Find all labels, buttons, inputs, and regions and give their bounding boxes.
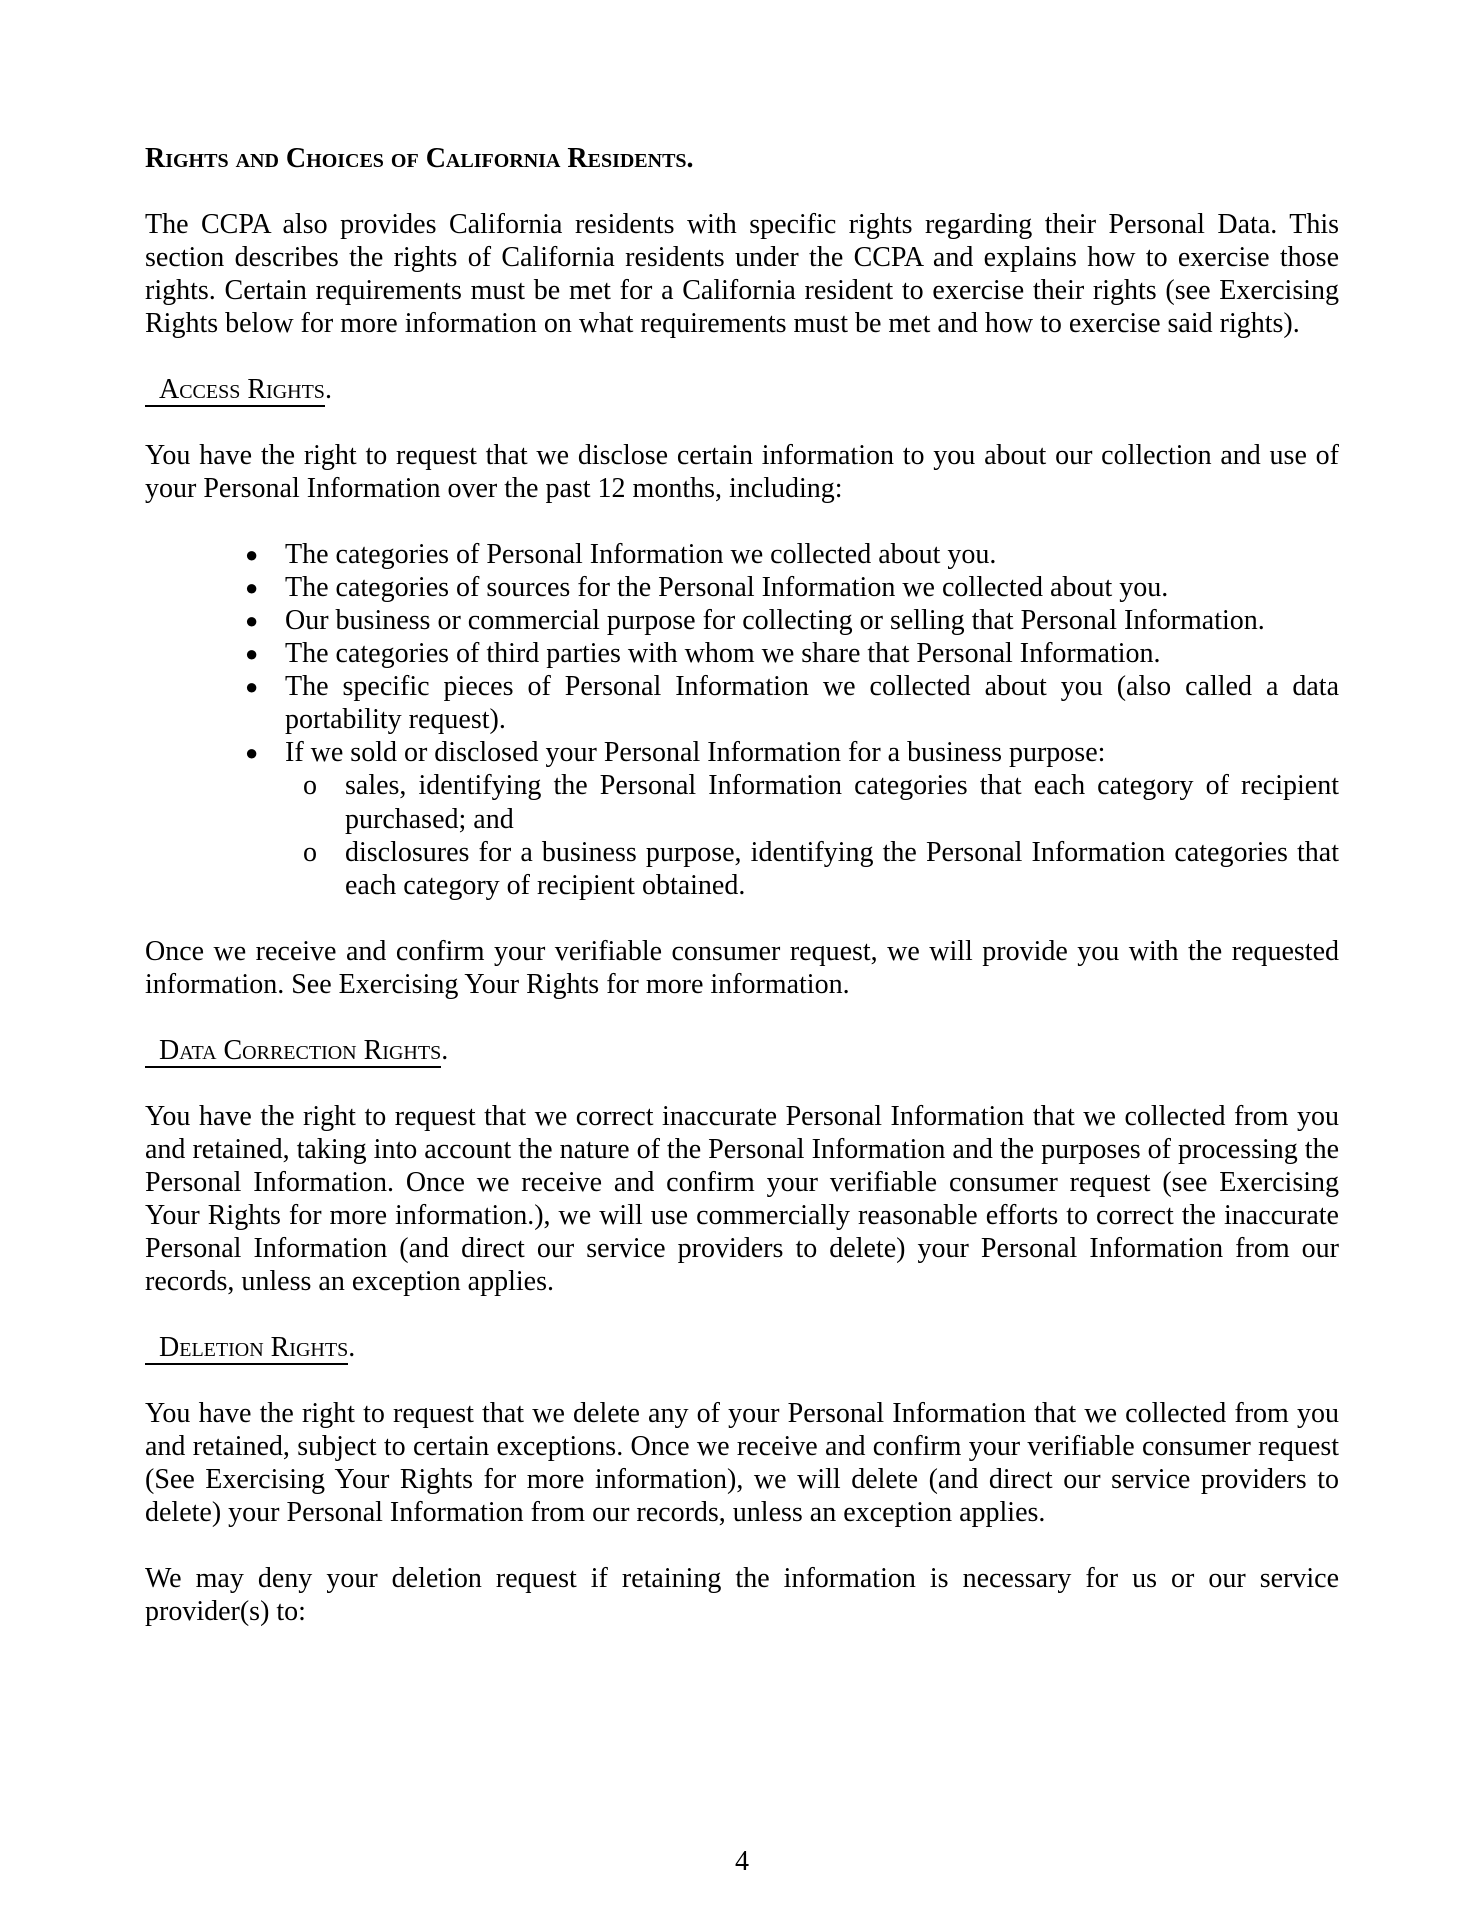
list-item-text: The categories of third parties with whom we share that Personal Information. (285, 638, 1161, 670)
list-item (245, 604, 1339, 637)
page-number: 4 (735, 1845, 749, 1877)
list-item (245, 571, 1339, 604)
sub-list-item-text: disclosures for a business purpose, identifying the Personal Information categories that each category of recipient obtained. (345, 836, 1339, 901)
deletion-denial-paragraph: We may deny your deletion request if retaining the information is necessary for us or our service provider(s) to: (145, 1563, 1339, 1628)
list-item-text: Our business or commercial purpose for collecting or selling that Personal Information. (285, 605, 1265, 637)
data-correction-paragraph: You have the right to request that we correct inaccurate Personal Information that we collected from you and retained, taking into account the nature of the Personal Information and the purposes of processing the Personal Information. Once we receive and confirm your verifiable consumer request (see Exercising Your Rights for more information.), we will use commercially reasonable efforts to correct the inaccurate Personal Information (and direct our service providers to delete) your Personal Information from our records, unless an exception applies. (145, 1100, 1339, 1297)
access-rights-heading-period: . (324, 374, 332, 406)
bullet-icon: ● (245, 740, 259, 766)
data-correction-heading-text: Data Correction Rights (145, 1035, 441, 1068)
list-item (245, 670, 1339, 736)
deletion-heading-period: . (348, 1331, 356, 1363)
list-item (245, 538, 1339, 571)
intro-paragraph: The CCPA also provides California residents with specific rights regarding their Personal Data. This section describes the rights of California residents under the CCPA and explains how to exercise those rights. Certain requirements must be met for a California resident to exercise their rights (see Exercising Rights below for more information on what requirements must be met and how to exercise said rights). (145, 209, 1339, 340)
bullet-icon: ● (245, 575, 259, 601)
sub-list-item-text: sales, identifying the Personal Information categories that each category of recipient purchased; and (345, 770, 1339, 835)
bullet-icon: ● (245, 674, 259, 700)
access-rights-heading-text: Access Rights (145, 374, 325, 407)
sub-list-item (303, 769, 1339, 835)
list-item-text: The categories of sources for the Personal Information we collected about you. (285, 572, 1169, 604)
list-item (245, 736, 1339, 769)
circle-bullet-icon: o (303, 770, 317, 802)
circle-bullet-icon: o (303, 836, 317, 868)
access-rights-closing-paragraph: Once we receive and confirm your verifiable consumer request, we will provide you with the requested information. See Exercising Your Rights for more information. (145, 935, 1339, 1000)
deletion-rights-paragraph: You have the right to request that we delete any of your Personal Information that we collected from you and retained, subject to certain exceptions. Once we receive and confirm your verifiable consumer request (See Exercising Your Rights for more information), we will delete (and direct our service providers to delete) your Personal Information from our records, unless an exception applies. (145, 1397, 1339, 1528)
deletion-heading-text: Deletion Rights (145, 1332, 348, 1365)
subsection-heading-access-rights (145, 373, 1339, 406)
bullet-icon: ● (245, 608, 259, 634)
list-item-text: The specific pieces of Personal Information we collected about you (also called a data portability request). (285, 671, 1339, 736)
subsection-heading-deletion-rights (145, 1331, 1339, 1364)
bullet-icon: ● (245, 641, 259, 667)
list-item-text: If we sold or disclosed your Personal Information for a business purpose: (285, 737, 1106, 769)
access-rights-list (145, 538, 1339, 901)
list-item-text: The categories of Personal Information we collected about you. (285, 539, 997, 571)
list-item (245, 637, 1339, 670)
data-correction-heading-period: . (441, 1034, 449, 1066)
subsection-heading-data-correction-rights (145, 1034, 1339, 1067)
access-rights-lead-paragraph: You have the right to request that we disclose certain information to you about our collection and use of your Personal Information over the past 12 months, including: (145, 440, 1339, 505)
sub-list-item (303, 836, 1339, 902)
section-title: Rights and Choices of California Residents. (145, 143, 694, 174)
bullet-icon: ● (245, 542, 259, 568)
